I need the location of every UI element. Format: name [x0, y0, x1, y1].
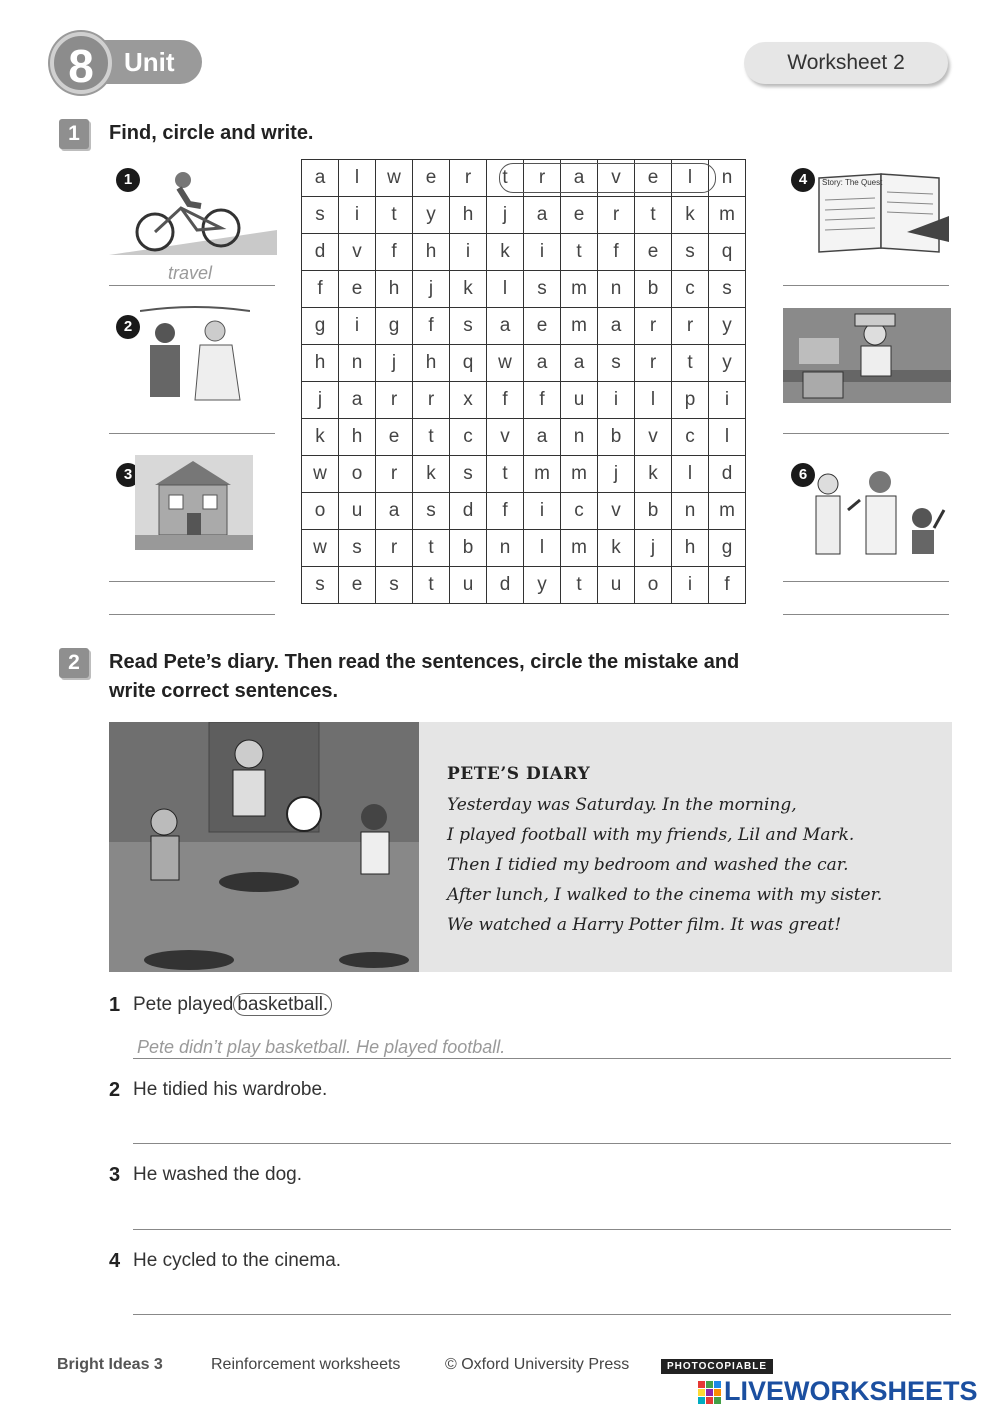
grid-row	[302, 382, 746, 419]
grid-cell[interactable]: m	[561, 271, 598, 308]
grid-cell[interactable]: u	[339, 493, 376, 530]
grid-cell[interactable]: t	[672, 345, 709, 382]
grid-cell[interactable]: f	[709, 567, 746, 604]
grid-cell[interactable]: u	[561, 382, 598, 419]
grid-cell[interactable]: t	[487, 160, 524, 197]
grid-cell[interactable]: f	[487, 382, 524, 419]
grid-cell[interactable]: s	[672, 234, 709, 271]
grid-row	[302, 419, 746, 456]
exercise-2-number: 2	[59, 648, 89, 678]
answer-line-6a[interactable]	[783, 581, 949, 582]
grid-cell[interactable]: s	[709, 271, 746, 308]
grid-cell[interactable]: d	[302, 234, 339, 271]
diary-line-4: After lunch, I walked to the cinema with my sister.	[447, 885, 883, 905]
grid-cell[interactable]: t	[376, 197, 413, 234]
shop-worker-icon	[783, 308, 951, 403]
grid-cell[interactable]: l	[672, 160, 709, 197]
grid-cell[interactable]: s	[302, 197, 339, 234]
grid-cell[interactable]: b	[635, 493, 672, 530]
grid-cell[interactable]: s	[450, 456, 487, 493]
grid-cell[interactable]: w	[376, 160, 413, 197]
unit-number-badge: 8	[50, 32, 112, 94]
grid-cell[interactable]: n	[672, 493, 709, 530]
grid-cell[interactable]: a	[524, 197, 561, 234]
grid-cell[interactable]: a	[376, 493, 413, 530]
grid-cell[interactable]: w	[302, 530, 339, 567]
grid-cell[interactable]: v	[635, 419, 672, 456]
sentence-1-mistake[interactable]: basketball.	[233, 993, 332, 1016]
grid-cell[interactable]: r	[524, 160, 561, 197]
grid-cell[interactable]: h	[413, 345, 450, 382]
grid-cell[interactable]: a	[524, 345, 561, 382]
grid-row	[302, 197, 746, 234]
grid-cell[interactable]: r	[376, 456, 413, 493]
grid-cell[interactable]: a	[302, 160, 339, 197]
grid-cell[interactable]: t	[635, 197, 672, 234]
grid-cell[interactable]: j	[487, 197, 524, 234]
worksheet-label: Worksheet 2	[744, 42, 948, 84]
grid-row	[302, 345, 746, 382]
grid-cell[interactable]: s	[302, 567, 339, 604]
grid-row	[302, 456, 746, 493]
grid-cell[interactable]: e	[376, 419, 413, 456]
grid-cell[interactable]: x	[450, 382, 487, 419]
grid-cell[interactable]: u	[450, 567, 487, 604]
diary-line-1: Yesterday was Saturday. In the morning,	[447, 795, 797, 815]
answer-line-1[interactable]	[109, 285, 275, 286]
book-writing-icon	[817, 172, 949, 254]
grid-cell[interactable]: b	[635, 271, 672, 308]
grid-row	[302, 234, 746, 271]
sentence-4-answer-line[interactable]	[133, 1314, 951, 1315]
exercise-1-number: 1	[59, 119, 89, 149]
grid-cell[interactable]: q	[709, 234, 746, 271]
grid-cell[interactable]: d	[709, 456, 746, 493]
grid-cell[interactable]: f	[487, 493, 524, 530]
liveworksheets-blocks-icon	[698, 1381, 722, 1405]
grid-row	[302, 271, 746, 308]
grid-cell[interactable]: k	[672, 197, 709, 234]
grid-row	[302, 493, 746, 530]
exercise-1-title: Find, circle and write.	[109, 122, 314, 144]
grid-cell[interactable]: l	[487, 271, 524, 308]
grid-cell[interactable]: b	[450, 530, 487, 567]
sentence-1-text: Pete played	[133, 994, 234, 1015]
grid-cell[interactable]: c	[672, 271, 709, 308]
grid-row	[302, 530, 746, 567]
grid-cell[interactable]: l	[709, 419, 746, 456]
grid-cell[interactable]: r	[598, 197, 635, 234]
grid-cell[interactable]: r	[635, 308, 672, 345]
unit-label: Unit	[100, 40, 202, 84]
grid-cell[interactable]: t	[487, 456, 524, 493]
sentence-2[interactable]: He tidied his wardrobe.	[133, 1079, 328, 1100]
sentence-2-answer-line[interactable]	[133, 1143, 951, 1144]
grid-cell[interactable]: n	[561, 419, 598, 456]
grid-cell[interactable]: h	[672, 530, 709, 567]
grid-cell[interactable]: j	[635, 530, 672, 567]
grid-cell[interactable]: f	[598, 234, 635, 271]
grid-cell[interactable]: f	[302, 271, 339, 308]
grid-cell[interactable]: h	[376, 271, 413, 308]
picture-1-number: 1	[116, 168, 140, 192]
grid-cell[interactable]: v	[598, 493, 635, 530]
sentence-4[interactable]: He cycled to the cinema.	[133, 1250, 342, 1271]
grid-cell[interactable]: a	[561, 160, 598, 197]
grid-cell[interactable]: e	[339, 567, 376, 604]
grid-cell[interactable]: r	[376, 530, 413, 567]
diary-line-5: We watched a Harry Potter film. It was great!	[447, 915, 842, 935]
answer-1: travel	[168, 263, 213, 283]
sentence-1-model-answer: Pete didn’t play basketball. He played football.	[137, 1037, 506, 1057]
grid-cell[interactable]: v	[598, 160, 635, 197]
grid-cell[interactable]: m	[709, 197, 746, 234]
circled-word-travel	[499, 163, 716, 193]
liveworksheets-logo[interactable]: LIVEWORKSHEETS	[724, 1376, 978, 1406]
sentence-3-number: 3	[109, 1164, 121, 1186]
grid-cell[interactable]: y	[709, 308, 746, 345]
diary-title: PETE’S DIARY	[447, 764, 591, 784]
diary-line-2: I played football with my friends, Lil and Mark.	[447, 825, 855, 845]
grid-cell[interactable]: s	[450, 308, 487, 345]
grid-cell[interactable]: r	[413, 382, 450, 419]
grid-cell[interactable]: k	[598, 530, 635, 567]
grid-cell[interactable]: n	[339, 345, 376, 382]
grid-cell[interactable]: s	[339, 530, 376, 567]
grid-cell[interactable]: w	[302, 456, 339, 493]
grid-cell[interactable]: o	[339, 456, 376, 493]
answer-line-6b[interactable]	[783, 614, 949, 615]
answer-line-5[interactable]	[783, 433, 949, 434]
grid-cell[interactable]: j	[376, 345, 413, 382]
grid-cell[interactable]: t	[561, 234, 598, 271]
grid-cell[interactable]: k	[450, 271, 487, 308]
grid-cell[interactable]: h	[413, 234, 450, 271]
grid-cell[interactable]: y	[709, 345, 746, 382]
grid-cell[interactable]: r	[635, 345, 672, 382]
grid-cell[interactable]: j	[598, 456, 635, 493]
grid-row	[302, 308, 746, 345]
grid-cell[interactable]: e	[413, 160, 450, 197]
grid-cell[interactable]: e	[635, 234, 672, 271]
grid-cell[interactable]: i	[524, 493, 561, 530]
grid-cell[interactable]: y	[413, 197, 450, 234]
grid-cell[interactable]: m	[561, 456, 598, 493]
grid-cell[interactable]: a	[339, 382, 376, 419]
grid-cell[interactable]: d	[450, 493, 487, 530]
grid-cell[interactable]: i	[339, 197, 376, 234]
grid-cell[interactable]: v	[339, 234, 376, 271]
picture-6-number: 6	[791, 463, 815, 487]
grid-cell[interactable]: c	[672, 419, 709, 456]
grid-cell[interactable]: h	[450, 197, 487, 234]
grid-cell[interactable]: n	[598, 271, 635, 308]
sentence-1-number: 1	[109, 994, 121, 1016]
grid-cell[interactable]: f	[524, 382, 561, 419]
grid-cell[interactable]: l	[339, 160, 376, 197]
grid-cell[interactable]: i	[524, 234, 561, 271]
grid-cell[interactable]: f	[376, 234, 413, 271]
sentence-3[interactable]: He washed the dog.	[133, 1164, 303, 1185]
grid-cell[interactable]: n	[709, 160, 746, 197]
grid-cell[interactable]: i	[450, 234, 487, 271]
grid-cell[interactable]: u	[598, 567, 635, 604]
grid-cell[interactable]: q	[450, 345, 487, 382]
grid-cell[interactable]: k	[302, 419, 339, 456]
footer-brand: Bright Ideas 3	[57, 1356, 163, 1373]
grid-cell[interactable]: t	[413, 530, 450, 567]
grid-cell[interactable]: v	[487, 419, 524, 456]
grid-cell[interactable]: s	[524, 271, 561, 308]
grid-cell[interactable]: o	[635, 567, 672, 604]
sentence-4-number: 4	[109, 1250, 121, 1272]
picture-4-number: 4	[791, 168, 815, 192]
picture-3-number: 3	[116, 463, 140, 487]
grid-cell[interactable]: i	[339, 308, 376, 345]
answer-line-2[interactable]	[109, 433, 275, 434]
book-title: Story: The Quest	[822, 178, 883, 187]
grid-cell[interactable]: c	[561, 493, 598, 530]
grid-cell[interactable]: e	[339, 271, 376, 308]
grid-cell[interactable]: l	[524, 530, 561, 567]
grid-cell[interactable]: b	[598, 419, 635, 456]
grid-cell[interactable]: i	[598, 382, 635, 419]
grid-cell[interactable]: k	[487, 234, 524, 271]
answer-line-3b[interactable]	[109, 614, 275, 615]
grid-cell[interactable]: s	[376, 567, 413, 604]
grid-cell[interactable]: f	[413, 308, 450, 345]
grid-cell[interactable]: r	[376, 382, 413, 419]
grid-cell[interactable]: m	[524, 456, 561, 493]
grid-cell[interactable]: m	[561, 308, 598, 345]
answer-line-3a[interactable]	[109, 581, 275, 582]
wedding-couple-icon	[140, 305, 250, 405]
house-icon	[135, 455, 253, 550]
grid-cell[interactable]: s	[413, 493, 450, 530]
grid-cell[interactable]: e	[635, 160, 672, 197]
diary-line-3: Then I tidied my bedroom and washed the car.	[447, 855, 849, 875]
footer-copyright: © Oxford University Press	[445, 1356, 630, 1373]
grid-cell[interactable]: s	[598, 345, 635, 382]
word-search-grid	[301, 159, 746, 604]
sentence-1	[133, 994, 332, 1016]
grid-cell[interactable]: c	[450, 419, 487, 456]
grid-cell[interactable]: w	[487, 345, 524, 382]
grid-cell[interactable]: a	[487, 308, 524, 345]
grid-cell[interactable]: r	[450, 160, 487, 197]
cyclist-icon	[109, 160, 277, 255]
grid-cell[interactable]: e	[524, 308, 561, 345]
grid-cell[interactable]: p	[672, 382, 709, 419]
grid-cell[interactable]: j	[413, 271, 450, 308]
grid-cell[interactable]: k	[635, 456, 672, 493]
grid-cell[interactable]: o	[302, 493, 339, 530]
grid-cell[interactable]: g	[376, 308, 413, 345]
grid-cell[interactable]: i	[709, 382, 746, 419]
answer-line-4[interactable]	[783, 285, 949, 286]
grid-cell[interactable]: l	[635, 382, 672, 419]
sentence-2-number: 2	[109, 1079, 121, 1101]
sentence-3-answer-line[interactable]	[133, 1229, 951, 1230]
grid-cell[interactable]: t	[413, 419, 450, 456]
friends-waving-icon	[810, 470, 950, 555]
grid-cell[interactable]: g	[302, 308, 339, 345]
grid-cell[interactable]: a	[561, 345, 598, 382]
grid-cell[interactable]: m	[561, 530, 598, 567]
grid-cell[interactable]: n	[487, 530, 524, 567]
exercise-2-title-line-2: write correct sentences.	[109, 680, 338, 702]
grid-cell[interactable]: i	[672, 567, 709, 604]
grid-cell[interactable]: h	[302, 345, 339, 382]
kids-playing-football-illustration	[109, 722, 419, 972]
grid-cell[interactable]: j	[302, 382, 339, 419]
grid-cell[interactable]: m	[709, 493, 746, 530]
grid-cell[interactable]: g	[709, 530, 746, 567]
footer-series: Reinforcement worksheets	[211, 1356, 401, 1373]
grid-cell[interactable]: t	[561, 567, 598, 604]
grid-cell[interactable]: r	[672, 308, 709, 345]
picture-2-number: 2	[116, 315, 140, 339]
photocopiable-badge: PHOTOCOPIABLE	[661, 1359, 773, 1374]
grid-cell[interactable]: e	[561, 197, 598, 234]
grid-cell[interactable]: y	[524, 567, 561, 604]
grid-cell[interactable]: t	[413, 567, 450, 604]
grid-cell[interactable]: h	[339, 419, 376, 456]
grid-cell[interactable]: a	[598, 308, 635, 345]
grid-cell[interactable]: k	[413, 456, 450, 493]
grid-row	[302, 567, 746, 604]
exercise-2-title-line-1: Read Pete’s diary. Then read the sentences, circle the mistake and	[109, 651, 740, 673]
grid-cell[interactable]: d	[487, 567, 524, 604]
grid-cell[interactable]: l	[672, 456, 709, 493]
sentence-1-answer-line[interactable]	[133, 1058, 951, 1059]
grid-cell[interactable]: a	[524, 419, 561, 456]
